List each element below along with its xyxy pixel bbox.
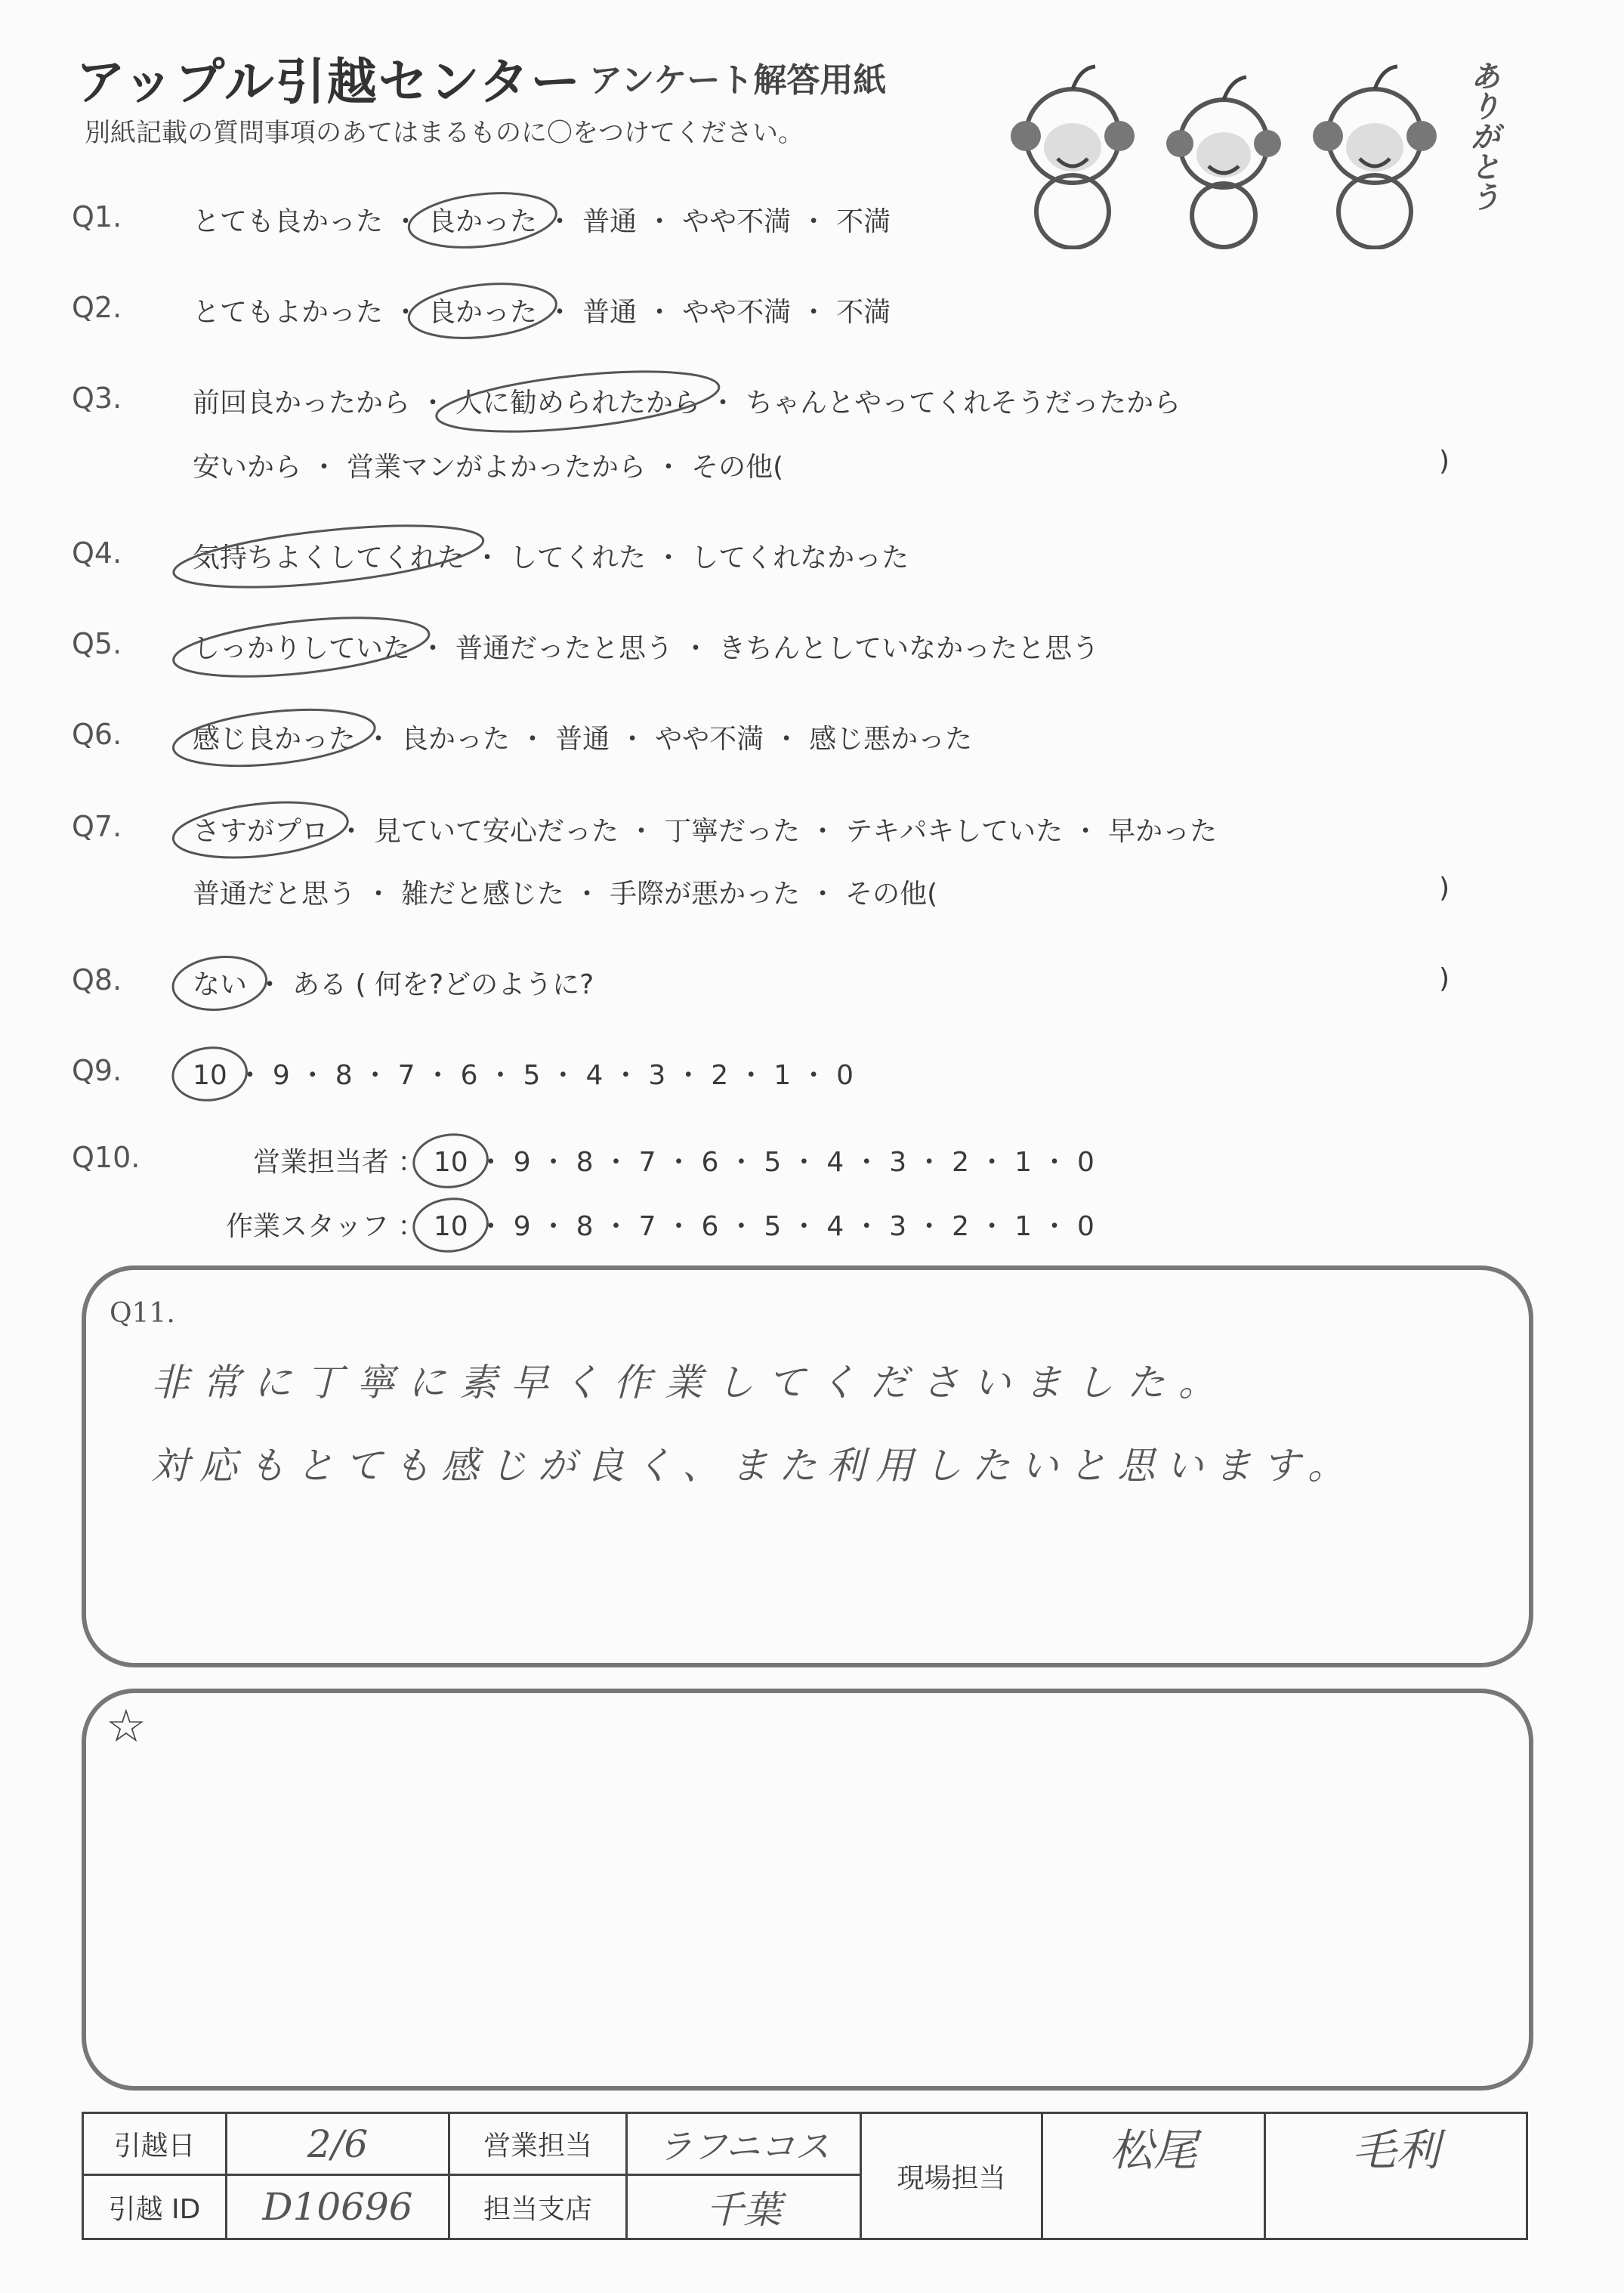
separator: ・ (392, 297, 420, 328)
answer-option[interactable]: やや不満 (682, 297, 792, 328)
separator: ・ (655, 542, 683, 573)
form-subtitle: アンケート解答用紙 (589, 61, 887, 100)
answer-option[interactable]: 雑だと感じた (401, 879, 565, 910)
answer-option[interactable]: 営業マンがよかったから (347, 452, 647, 483)
separator: ・ (682, 633, 710, 664)
rating-option[interactable]: 4 (826, 1211, 844, 1242)
answer-option[interactable]: 人に勧められたから (455, 388, 701, 419)
separator: ・ (573, 879, 601, 910)
move-date-value: 2/6 (227, 2113, 449, 2175)
answer-option[interactable]: 感じ悪かった (809, 724, 973, 755)
separator: ・ (619, 724, 647, 755)
answer-option[interactable]: 普通 (555, 724, 610, 755)
rating-option[interactable]: 0 (1077, 1211, 1095, 1242)
q11-label: Q11. (110, 1298, 175, 1329)
separator: ・ (646, 206, 674, 237)
separator: ・ (773, 724, 801, 755)
separator: ・ (665, 1147, 693, 1178)
answer-option[interactable]: 9 (272, 1060, 290, 1091)
option-line (193, 1054, 854, 1092)
rating-row-label: 営業担当者 (252, 1147, 389, 1178)
answer-option[interactable]: しっかりしていた (193, 633, 411, 664)
separator: ・ (546, 206, 574, 237)
separator: ・ (800, 206, 828, 237)
move-id-label: 引越 ID (83, 2175, 227, 2239)
separator: ・ (727, 1147, 755, 1178)
separator: ・ (365, 724, 393, 755)
separator: ・ (809, 879, 837, 910)
separator: ・ (546, 297, 574, 328)
q11-answer-line: 非常に丁寧に素早く作業してくださいました。 (151, 1361, 1230, 1405)
separator: ・ (612, 1060, 640, 1091)
separator: ・ (1041, 1211, 1069, 1242)
move-id-value: D10696 (227, 2175, 449, 2239)
site-staff-label: 現場担当 (861, 2113, 1042, 2239)
site-staff-1: 松尾 (1042, 2113, 1265, 2239)
separator: ・ (790, 1147, 818, 1178)
option-line (193, 627, 1099, 666)
rating-option[interactable]: 2 (952, 1147, 970, 1178)
question-label: Q3. (72, 382, 122, 415)
q10-rating-row (200, 1205, 1095, 1244)
separator: ・ (236, 1060, 264, 1091)
free-comment-box (82, 1689, 1533, 2091)
answer-option[interactable]: ない (193, 969, 248, 1000)
answer-option[interactable]: 早かった (1108, 816, 1218, 847)
separator: ・ (298, 1060, 326, 1091)
answer-option[interactable]: 普通 (582, 206, 638, 237)
separator: ・ (655, 452, 683, 483)
answer-option[interactable]: してくれた (510, 542, 647, 573)
option-line (193, 810, 1217, 848)
footer-info-table (82, 2112, 1528, 2240)
form-title: アップル引越センター (76, 53, 582, 111)
separator: ・ (419, 633, 447, 664)
branch-label: 担当支店 (449, 2175, 627, 2239)
separator: ・ (665, 1211, 693, 1242)
separator: ・ (853, 1147, 881, 1178)
separator: ・ (477, 1211, 505, 1242)
separator: ・ (915, 1147, 943, 1178)
separator: ・ (853, 1211, 881, 1242)
answer-option[interactable]: 感じ良かった (193, 724, 357, 755)
answer-option[interactable]: やや不満 (682, 206, 792, 237)
question-label: Q8. (72, 963, 122, 997)
separator: ・ (539, 1211, 567, 1242)
close-paren: ) (1439, 446, 1450, 477)
q10-label: Q10. (72, 1141, 140, 1174)
question-label: Q9. (72, 1054, 122, 1087)
colon: ： (389, 1147, 434, 1178)
answer-option[interactable]: 不満 (836, 297, 891, 328)
separator: ・ (1041, 1147, 1069, 1178)
separator: ・ (675, 1060, 702, 1091)
rating-option[interactable]: 3 (889, 1211, 907, 1242)
separator: ・ (800, 297, 828, 328)
answer-option[interactable]: 1 (773, 1060, 792, 1091)
separator: ・ (978, 1147, 1006, 1178)
rating-option[interactable]: 7 (638, 1147, 656, 1178)
colon: ： (389, 1211, 434, 1242)
rating-option[interactable]: 2 (952, 1211, 970, 1242)
q10-rating-row (200, 1141, 1095, 1179)
answer-option[interactable]: ちゃんとやってくれそうだったから (746, 388, 1181, 419)
separator: ・ (256, 969, 284, 1000)
site-staff-2: 毛利 (1265, 2113, 1527, 2239)
instruction-text: 別紙記載の質問事項のあてはまるものに〇をつけてください。 (85, 118, 804, 148)
rating-option[interactable]: 0 (1077, 1147, 1095, 1178)
answer-option[interactable]: 3 (648, 1060, 666, 1091)
answer-option[interactable]: 10 (193, 1060, 227, 1091)
rating-option[interactable]: 6 (701, 1147, 719, 1178)
answer-option[interactable]: 普通 (582, 297, 638, 328)
answer-option[interactable]: 気持ちよくしてくれた (193, 542, 465, 573)
answer-option[interactable]: 普通だったと思う (455, 633, 674, 664)
separator: ・ (486, 1060, 514, 1091)
separator: ・ (628, 816, 656, 847)
rating-option[interactable]: 1 (1014, 1147, 1032, 1178)
branch-value: 千葉 (627, 2175, 861, 2239)
rating-option[interactable]: 5 (764, 1211, 782, 1242)
separator: ・ (392, 206, 420, 237)
separator: ・ (424, 1060, 452, 1091)
separator: ・ (474, 542, 502, 573)
rating-option[interactable]: 9 (513, 1211, 531, 1242)
separator: ・ (809, 816, 837, 847)
answer-option[interactable]: その他( (691, 452, 784, 483)
rating-option[interactable]: 6 (701, 1211, 719, 1242)
separator: ・ (549, 1060, 577, 1091)
rating-option[interactable]: 3 (889, 1147, 907, 1178)
option-line (193, 200, 891, 239)
answer-option[interactable]: きちんとしていなかったと思う (718, 633, 1100, 664)
separator: ・ (310, 452, 338, 483)
question-label: Q1. (72, 200, 122, 233)
sales-value: ラフニコス (627, 2113, 861, 2175)
rating-option[interactable]: 5 (764, 1147, 782, 1178)
separator: ・ (338, 816, 366, 847)
option-line (193, 291, 891, 329)
rating-option[interactable]: 10 (433, 1147, 468, 1178)
question-label: Q4. (72, 536, 122, 570)
close-paren: ) (1439, 963, 1450, 994)
separator: ・ (519, 724, 547, 755)
answer-option[interactable]: 普通だと思う (193, 879, 357, 910)
rating-option[interactable]: 9 (513, 1147, 531, 1178)
answer-option[interactable]: とてもよかった (193, 297, 384, 328)
question-label: Q5. (72, 627, 122, 660)
separator: ・ (737, 1060, 765, 1091)
answer-option[interactable]: 手際が悪かった (610, 879, 801, 910)
rating-option[interactable]: 8 (576, 1147, 594, 1178)
option-line (193, 718, 972, 756)
thanks-text: ありがとう (1465, 60, 1501, 212)
option-line (193, 873, 937, 911)
monkey-mascots-illustration (997, 45, 1526, 249)
separator: ・ (709, 388, 737, 419)
answer-option[interactable]: テキパキしていた (845, 816, 1064, 847)
separator: ・ (1072, 816, 1100, 847)
answer-option[interactable]: 良かった (428, 206, 538, 237)
option-line (193, 446, 783, 484)
separator: ・ (915, 1211, 943, 1242)
rating-option[interactable]: 1 (1014, 1211, 1032, 1242)
separator: ・ (365, 879, 393, 910)
separator: ・ (727, 1211, 755, 1242)
option-line (193, 963, 594, 1002)
answer-option[interactable]: 丁寧だった (664, 816, 801, 847)
separator: ・ (978, 1211, 1006, 1242)
separator: ・ (602, 1211, 630, 1242)
separator: ・ (646, 297, 674, 328)
answer-option[interactable]: 7 (397, 1060, 415, 1091)
answer-option[interactable]: とても良かった (193, 206, 384, 237)
rating-option[interactable]: 10 (433, 1211, 468, 1242)
rating-option[interactable]: 4 (826, 1147, 844, 1178)
answer-option[interactable]: 前回良かったから (193, 388, 411, 419)
move-date-label: 引越日 (83, 2113, 227, 2175)
question-label: Q7. (72, 810, 122, 843)
option-line (193, 382, 1181, 420)
answer-option[interactable]: 5 (523, 1060, 541, 1091)
separator: ・ (539, 1147, 567, 1178)
answer-option[interactable]: 8 (335, 1060, 353, 1091)
separator: ・ (602, 1147, 630, 1178)
answer-option[interactable]: 良かった (428, 297, 538, 328)
answer-option[interactable]: 2 (711, 1060, 729, 1091)
question-label: Q2. (72, 291, 122, 324)
close-paren: ) (1439, 873, 1450, 904)
answer-option[interactable]: 6 (460, 1060, 478, 1091)
answer-option[interactable]: 見ていて安心だった (374, 816, 619, 847)
answer-option[interactable]: ある ( 何を?どのように? (292, 969, 594, 1000)
answer-option[interactable]: 0 (836, 1060, 854, 1091)
answer-option[interactable]: 良かった (401, 724, 511, 755)
rating-option[interactable]: 7 (638, 1211, 656, 1242)
star-icon: ☆ (106, 1700, 147, 1753)
separator: ・ (361, 1060, 389, 1091)
sales-label: 営業担当 (449, 2113, 627, 2175)
separator: ・ (419, 388, 447, 419)
answer-option[interactable]: さすがプロ (193, 816, 329, 847)
option-line (193, 536, 909, 575)
separator: ・ (790, 1211, 818, 1242)
answer-option[interactable]: 不満 (836, 206, 891, 237)
answer-option[interactable]: その他( (845, 879, 938, 910)
separator: ・ (477, 1147, 505, 1178)
rating-row-label: 作業スタッフ (225, 1211, 389, 1242)
rating-option[interactable]: 8 (576, 1211, 594, 1242)
answer-option[interactable]: 4 (585, 1060, 604, 1091)
q11-answer-line: 対応もとても感じが良く、また利用したいと思います。 (151, 1444, 1356, 1488)
answer-option[interactable]: やや不満 (655, 724, 764, 755)
answer-option[interactable]: してくれなかった (691, 542, 909, 573)
separator: ・ (800, 1060, 828, 1091)
answer-option[interactable]: 安いから (193, 452, 302, 483)
question-label: Q6. (72, 718, 122, 751)
